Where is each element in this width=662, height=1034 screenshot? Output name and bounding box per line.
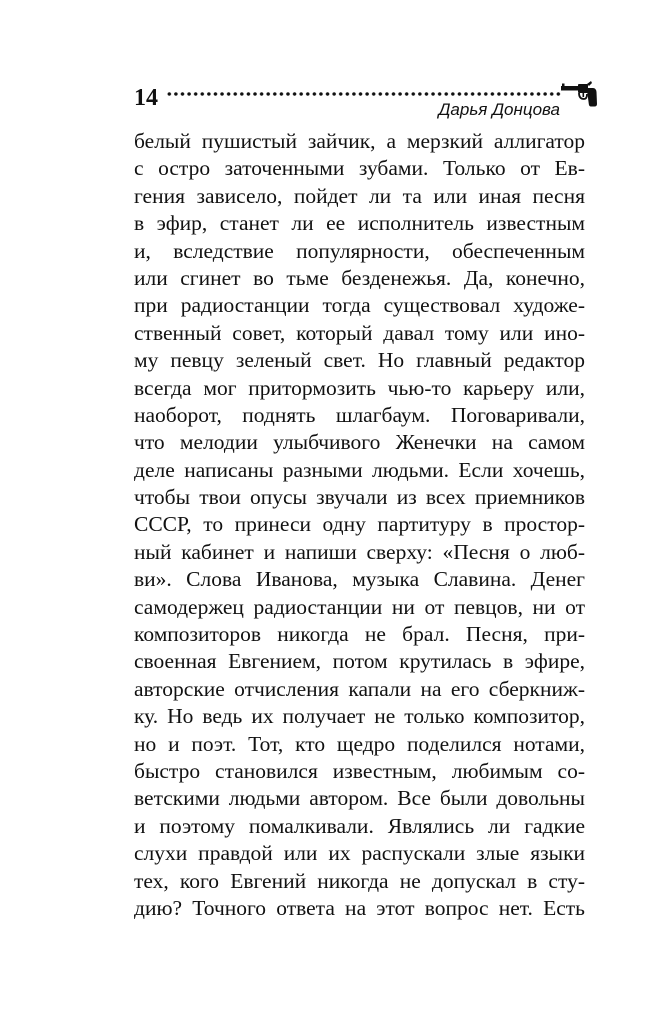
text-line: самодержец радиостанции ни от певцов, ни от — [134, 594, 585, 619]
text-line: тех, кого Евгений никогда не допускал в сту- — [134, 868, 585, 893]
text-line: авторские отчисления капали на его сберкниж- — [134, 676, 585, 701]
text-line: белый пушистый зайчик, а мерзкий аллигатор — [134, 129, 586, 153]
text-line: ветскими людьми автором. Все были довольны — [134, 786, 586, 811]
running-header — [0, 0, 662, 120]
text-line: что мелодии улыбчивого Женечки на самом — [134, 430, 586, 455]
text-line: своенная Евгением, потом крутилась в эфире, — [134, 649, 585, 674]
text-line: чтобы твои опусы звучали из всех приемников — [134, 485, 585, 510]
text-line: при радиостанции тогда существовал художе- — [134, 293, 586, 318]
text-line: деле написаны разными людьми. Если хочешь, — [134, 457, 586, 482]
text-line: ку. Но ведь их получает не только композитор, — [134, 704, 585, 729]
text-line: с остро заточенными зубами. Только от Ев- — [134, 156, 585, 181]
text-line: и, вследствие популярности, обеспеченным — [134, 238, 585, 263]
text-line: слухи правдой или их распускали злые языки — [134, 841, 586, 866]
text-line: быстро становился известным, любимым со- — [134, 758, 586, 783]
text-line: наоборот, поднять шлагбаум. Поговаривали, — [134, 402, 586, 427]
revolver-icon — [560, 80, 598, 108]
text-line: или сгинет во тьме безденежья. Да, конечно, — [134, 265, 585, 290]
text-line: дию? Точного ответа на этот вопрос нет. Есть — [134, 895, 585, 920]
text-line: гения зависело, пойдет ли та или иная песня — [134, 183, 585, 208]
text-line: ви». Слова Иванова, музыка Славина. Денег — [134, 567, 586, 592]
dotted-rule — [166, 92, 562, 96]
text-line: СССР, то принеси одну партитуру в простор- — [134, 512, 585, 537]
text-line: ственный совет, который давал тому или ино- — [134, 320, 585, 345]
text-line: композиторов никогда не брал. Песня, при- — [134, 622, 586, 647]
text-line: но и поэт. Тот, кто щедро поделился нотами, — [134, 731, 585, 756]
text-line: ный кабинет и напиши сверху: «Песня о люб- — [134, 539, 586, 564]
text-line: в эфир, станет ли ее исполнитель известным — [134, 211, 586, 236]
body-text — [134, 128, 585, 922]
text-line: и поэтому помалкивали. Являлись ли гадкие — [134, 813, 586, 838]
page-number: 14 — [134, 85, 158, 111]
text-line: му певцу зеленый свет. Но главный редактор — [134, 348, 586, 373]
text-line: всегда мог притормозить чью-то карьеру или, — [134, 375, 586, 400]
running-head-author: Дарья Донцова — [438, 100, 560, 119]
